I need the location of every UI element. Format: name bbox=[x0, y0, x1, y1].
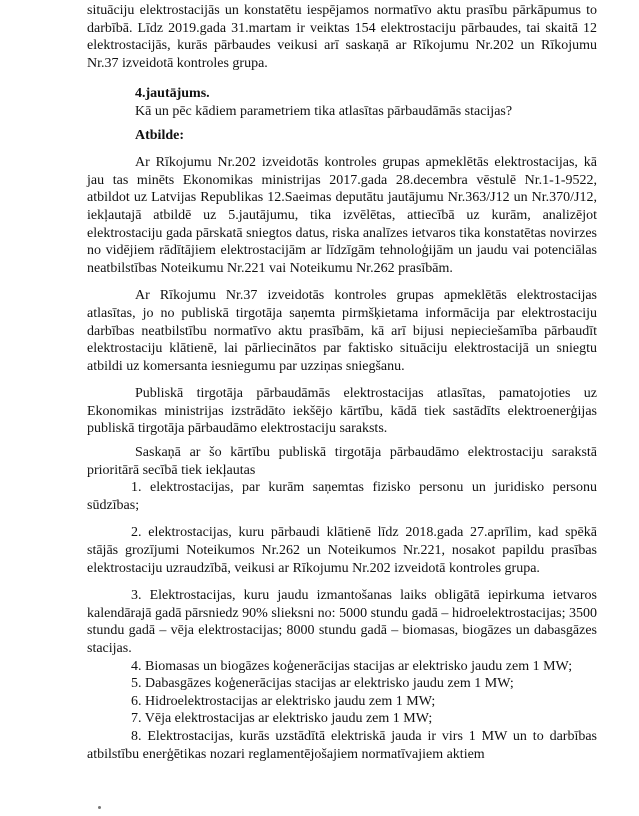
question-text: Kā un pēc kādiem parametriem tika atlasītas pārbaudāmās stacijas? bbox=[135, 103, 513, 119]
list-item-4: 4. Biomasas un biogāzes koģenerācijas stacijas ar elektrisko jaudu zem 1 MW; bbox=[131, 658, 573, 674]
scan-mark bbox=[98, 806, 101, 809]
paragraph-rikojums-37: Ar Rīkojumu Nr.37 izveidotās kontroles grupas apmeklētās elektrostacijas atlasītas, jo no publiskā tirgotāja saņemta pirmšķietama informācija par elektrostaciju darbības neatbilstību normatīvo aktu prasībām, kā arī bijusi nepieciešamība pārbaudīt elektrostaciju klātienē, lai pārliecinātos par faktisko situāciju elektrostacijā un sniegtu atbildi uz komersanta iesniegumu par uzziņas sniegšanu. bbox=[87, 288, 597, 374]
paragraph-intro: situāciju elektrostacijās un konstatētu iespējamos normatīvo aktu prasību pārkāpumus to darbībā. Līdz 2019.gada 31.martam ir veiktas 154 elektrostaciju pārbaudes, tai skaitā 12 elektrostacijās, kurās pārbaudes veikusi arī saskaņā ar Rīkojumu Nr.202 un Rīkojumu Nr.37 izveidotā kontroles grupa. bbox=[87, 3, 597, 71]
question-number: 4.jautājums. bbox=[135, 86, 210, 102]
paragraph-prioritate: Saskaņā ar šo kārtību publiskā tirgotāja pārbaudāmo elektrostaciju sarakstā prioritārā secībā tiek iekļautas bbox=[87, 445, 597, 478]
question-heading bbox=[87, 85, 597, 120]
paragraph-publiskais-tirgotajs: Publiskā tirgotāja pārbaudāmās elektrostacijas atlasītas, pamatojoties uz Ekonomikas ministrijas izstrādāto iekšējo kārtību, kādā tiek sastādīts elektroenerģijas publiskā tirgotāja pārbaudāmo elektrostaciju saraksts. bbox=[87, 386, 597, 437]
answer-label: Atbilde: bbox=[135, 127, 184, 143]
list-item-3: 3. Elektrostacijas, kuru jaudu izmantošanas laiks obligātā iepirkuma ietvaros kalendārajā gadā pārsniedz 90% slieksni no: 5000 stundu gadā – hidroelektrostacijas; 3500 stundu gadā – vēja elektrostacijas; 8000 stundu gadā – biomasas, biogāzes un dabasgāzes stacijas. bbox=[87, 588, 597, 656]
list-item-5: 5. Dabasgāzes koģenerācijas stacijas ar elektrisko jaudu zem 1 MW; bbox=[131, 676, 514, 692]
document-body bbox=[87, 2, 597, 763]
list-item-7: 7. Vēja elektrostacijas ar elektrisko jaudu zem 1 MW; bbox=[131, 711, 433, 727]
list-item-8: 8. Elektrostacijas, kurās uzstādītā elektriskā jauda ir virs 1 MW un to darbības atbilstību enerģētikas nozari reglamentējošajiem normatīvajiem aktiem bbox=[87, 728, 597, 762]
list-item-1: 1. elektrostacijas, par kurām saņemtas fizisko personu un juridisko personu sūdzības; bbox=[87, 480, 597, 513]
paragraph-rikojums-202: Ar Rīkojumu Nr.202 izveidotās kontroles grupas apmeklētās elektrostacijas, kā jau tas minēts Ekonomikas ministrijas 2017.gada 28.decembra vēstulē Nr.1-1-9522, atbildot uz Latvijas Republikas 12.Saeimas deputātu jautājumu Nr.363/J12 un Nr.370/J12, iekļautajā atbildē uz 5.jautājumu, tika izvēlētas, attiecībā uz kurām, analizējot elektrostaciju gada pārskatā sniegtos datus, riska analīzes ietvaros tika konstatētas novirzes no vidējiem rādītājiem elektrostacijām ar līdzīgām tehnoloģijām un jaudu vai potenciālas neatbilstības Noteikumu Nr.221 vai Noteikumu Nr.262 prasībām. bbox=[87, 155, 597, 276]
list-item-2: 2. elektrostacijas, kuru pārbaudi klātienē līdz 2018.gada 27.aprīlim, kad spēkā stājās grozījumi Noteikumos Nr.262 un Noteikumos Nr.221, nosakot papildu prasības elektrostaciju uzraudzībā, veikusi ar Rīkojumu Nr.202 izveidotā kontroles grupa. bbox=[87, 525, 597, 576]
list-item-6: 6. Hidroelektrostacijas ar elektrisko jaudu zem 1 MW; bbox=[131, 693, 436, 709]
